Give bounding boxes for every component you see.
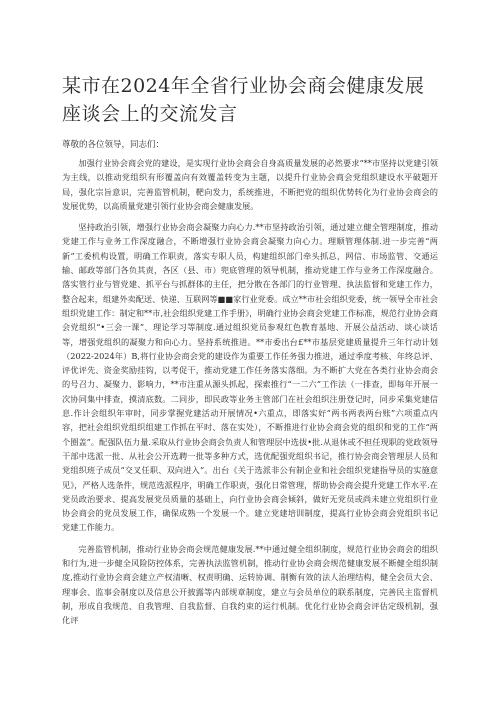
paragraph-3: 完善监管机制，推动行业协会商会规范健康发展.**中通过健全组织制度，规范行业协会商会的组织和行为,进一步健全风险防控体系，完善执法监管机制，推动行业协会商会规范健康发展不断健全组织制度,推动行业协会商会建立产权清晰、权责明确、运转协调、制衡有效的法人治理结构，健全会员大会、理事会、监事会制度以及信息公开披露等内部规章制度，建立与会员单位的联系制度，完善民主监督机制，形成自我规范、自我管理、自我监督、自我约束的运行机制。优化行业协会商会评估定级机制，强化评 — [62, 543, 438, 626]
paragraph-2: 坚持政治引领，增强行业协会商会凝聚力向心力.**市坚持政治引领，通过建立健全管理制度，推动党建工作与业务工作深度融合，不断增强行业协会商会凝聚力向心力。理顺管理体制.进一步完善“两新”工委机构设置，明确工作职责，落实专职人员，构建组织部门牵头抓总，网信、市场监管、交通运输、邮政等部门各负其责，各区（县、市）兜底管理的领导机制，推动党建工作与业务工作深度融合。落实管行业与管党建、抓平台与抓群体的主任，把分散在各部门的行业管理、执法监督和党建工作力，整合起来，组建外卖配送、快递、互联网等■■家行业党委。成立**市社会组织党委，统一领导全市社会组织党建工作：制定和**市,社会组织党建工作手册》，明确行业协会商会党建工作标准，规范行业协会商会党组织“•三会一课”、理论学习等制度.通过组织党员参观红色教育基地、开展公益活动、谈心谈话等，增强党组织的凝聚力和向心力。坚持系统推进。**市委出台£**市基层党建质量提升三年行动计划（2022-2024年）B,将行业协会商会党的建设作为重要工作任务强力推进，通过季度考核、年终总评、评优评先、资金奖励挂钩，以考促干，推动党建工作任务落实落细。为不断扩大党在各类行业协会商会的号召力、凝聚力、影响力，**市注重从源头抓起，探索推行“一二六”工作法（一排查，即每年开展一次协同集中排查，摸清底数。二同步，即民政等业务主管部门在社会组织注册登记时，同步采集党建信息.作计会组织年审时，同步掌握党建活动开展情况•六重点，即落实好“两书两表两台账”六项重点内容，把社会组织党组织组建工作抓在平时、落在实处），不断推进行业协会商会党的组织和党的工作“两个圈盖”。配强队伍力量.采取从行业协会商会负责人和管理层中选拔•批.从退休或不担任现职的党政领导干部中选派一批、从社会公开选聘一批等多种方式，选优配强党组织书记，推行协会商会管理层人员和党组织班子成员“交叉任职、双向进入”。出台《关于选派非公有制企业和社会组织党建指导员的实施意见》，严格人选条件，规范选派程序，明确工作职责，强化日常管理，帮助协会商会提升党建工作水平.在党员政治要求、提高发展党员质量的基础上，向行业协会商会倾斜，做好无党员或尚未建立党组织行业协会商会的党员发展工作，确保成熟一个发展一个。建立党建培训制度，提高行业协会商会党组织书记党建工作能力。 — [62, 222, 438, 533]
document-title: 某市在2024年全省行业协会商会健康发展座谈会上的交流发言 — [62, 75, 425, 125]
greeting: 尊敬的各位领导，同志们： — [62, 140, 165, 150]
paragraph-1: 加强行业协会商会党的建设，是实现行业协会商会自身高质量发展的必然要求“**市坚持以党建引领为主线，以推动党组织有形覆盖向有效覆盖转变为主题，以提升行业协会商会党组织建设水平破题开局，强化宗旨意识，完善监管机制，靶向发力，系统推进，不断把党的组织优势转化为行业协会商会的发展优势，以高质量党建引领行业协会商会健康发展。 — [62, 158, 438, 211]
